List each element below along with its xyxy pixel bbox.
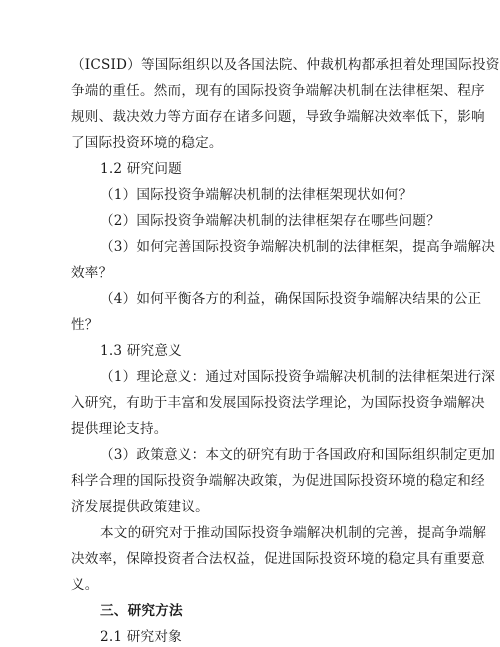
text-line: （3）如何完善国际投资争端解决机制的法律框架，提高争端解决 xyxy=(100,239,496,255)
text-line: 义。 xyxy=(71,577,99,593)
question-item-1: （1）国际投资争端解决机制的法律框架现状如何？ xyxy=(100,187,413,203)
text-line: 济发展提供政策建议。 xyxy=(71,499,209,515)
text-line: 科学合理的国际投资争端解决政策，为促进国际投资环境的稳定和经 xyxy=(71,473,485,489)
text-line: （ICSID）等国际组织以及各国法院、仲裁机构都承担着处理国际投资 xyxy=(71,57,500,73)
text-line: （4）如何平衡各方的利益，确保国际投资争端解决结果的公正 xyxy=(100,291,482,307)
text-line: 了国际投资环境的稳定。 xyxy=(71,135,223,151)
text-line: 效率？ xyxy=(71,265,113,281)
section-heading-research-methods: 三、研究方法 xyxy=(100,603,183,619)
text-line: （1）理论意义：通过对国际投资争端解决机制的法律框架进行深 xyxy=(100,369,496,385)
subheading-research-significance: 1.3 研究意义 xyxy=(100,343,182,359)
text-line: 性？ xyxy=(71,317,99,333)
text-line: 本文的研究对于推动国际投资争端解决机制的完善，提高争端解 xyxy=(100,525,487,541)
text-line: 争端的重任。然而，现有的国际投资争端解决机制在法律框架、程序 xyxy=(71,83,485,99)
subheading-research-questions: 1.2 研究问题 xyxy=(100,161,182,177)
question-item-2: （2）国际投资争端解决机制的法律框架存在哪些问题？ xyxy=(100,213,440,229)
text-line: （3）政策意义：本文的研究有助于各国政府和国际组织制定更加 xyxy=(100,447,496,463)
subheading-research-object: 2.1 研究对象 xyxy=(100,629,182,645)
text-line: 入研究，有助于丰富和发展国际投资法学理论，为国际投资争端解决 xyxy=(71,395,485,411)
text-line: 规则、裁决效力等方面存在诸多问题，导致争端解决效率低下，影响 xyxy=(71,109,485,125)
text-line: 提供理论支持。 xyxy=(71,421,168,437)
text-line: 决效率，保障投资者合法权益，促进国际投资环境的稳定具有重要意 xyxy=(71,551,485,567)
